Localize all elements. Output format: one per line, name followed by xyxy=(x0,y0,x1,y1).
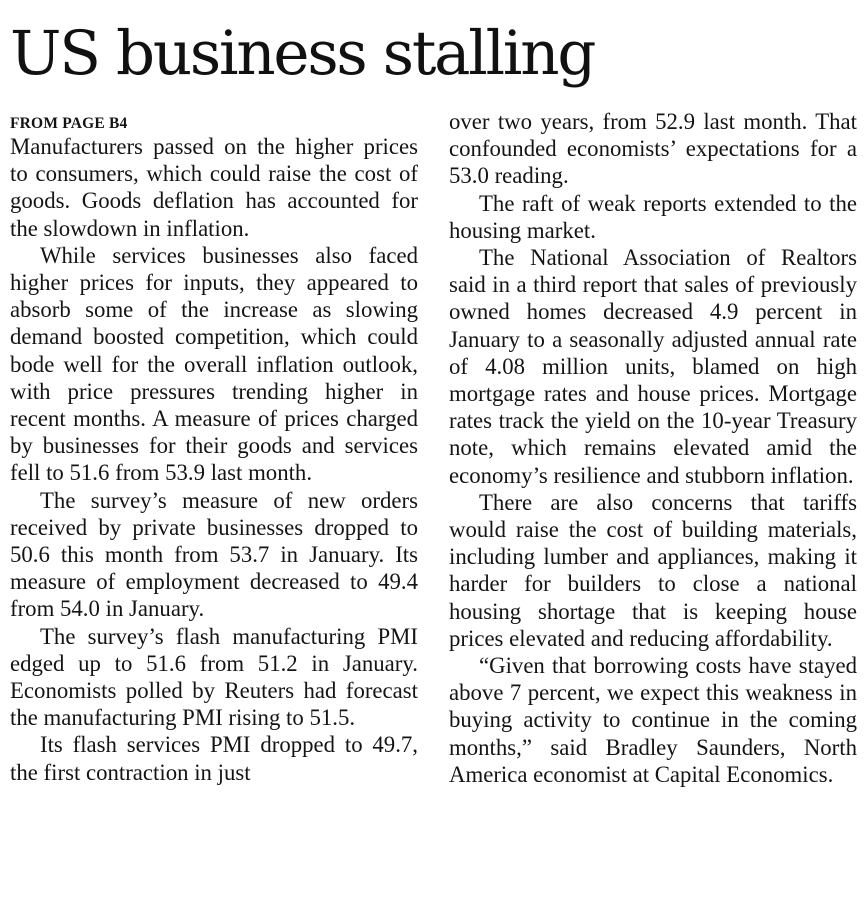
paragraph: over two years, from 52.9 last month. That confounded economists’ expectations for a 53.0 reading. xyxy=(449,109,857,189)
jump-line: FROM PAGE B4 xyxy=(10,115,128,132)
paragraph: The National Association of Realtors said in a third report that sales of previously owned homes decreased 4.9 percent in January to a seasonally adjusted annual rate of 4.08 million units, blamed on high mortgage rates and house prices. Mortgage rates track the yield on the 10-year Treasury note, which remains elevated amid the economy’s resilience and stubborn inflation. xyxy=(449,245,857,488)
paragraph: The survey’s measure of new orders received by private businesses dropped to 50.6 this month from 53.7 in January. Its measure of employment decreased to 49.4 from 54.0 in January. xyxy=(10,487,418,622)
paragraph: The raft of weak reports extended to the housing market. xyxy=(449,190,857,243)
paragraph: There are also concerns that tariffs would raise the cost of building materials, including lumber and appliances, making it harder for builders to close a national housing shortage that is keeping house prices elevated and reducing affordability. xyxy=(449,489,857,651)
article-column-right xyxy=(449,108,857,788)
headline: US business stalling xyxy=(10,18,595,89)
paragraph: The survey’s flash manufacturing PMI edged up to 51.6 from 51.2 in January. Economists polled by Reuters had forecast the manufacturing PMI rising to 51.5. xyxy=(10,623,418,731)
paragraph: While services businesses also faced higher prices for inputs, they appeared to absorb some of the increase as slowing demand boosted competition, which could bode well for the overall inflation outlook, with price pressures trending higher in recent months. A measure of prices charged by businesses for their goods and services fell to 51.6 from 53.9 last month. xyxy=(10,242,418,486)
article-column-left xyxy=(10,108,418,786)
paragraph: Manufacturers passed on the higher prices to consumers, which could raise the cost of goods. Goods deflation has accounted for the slowdown in inflation. xyxy=(10,134,418,241)
paragraph: “Given that borrowing costs have stayed above 7 percent, we expect this weakness in buying activity to continue in the coming months,” said Bradley Saunders, North America economist at Capital Economics. xyxy=(449,653,857,787)
paragraph: Its flash services PMI dropped to 49.7, the first contraction in just xyxy=(10,732,418,785)
